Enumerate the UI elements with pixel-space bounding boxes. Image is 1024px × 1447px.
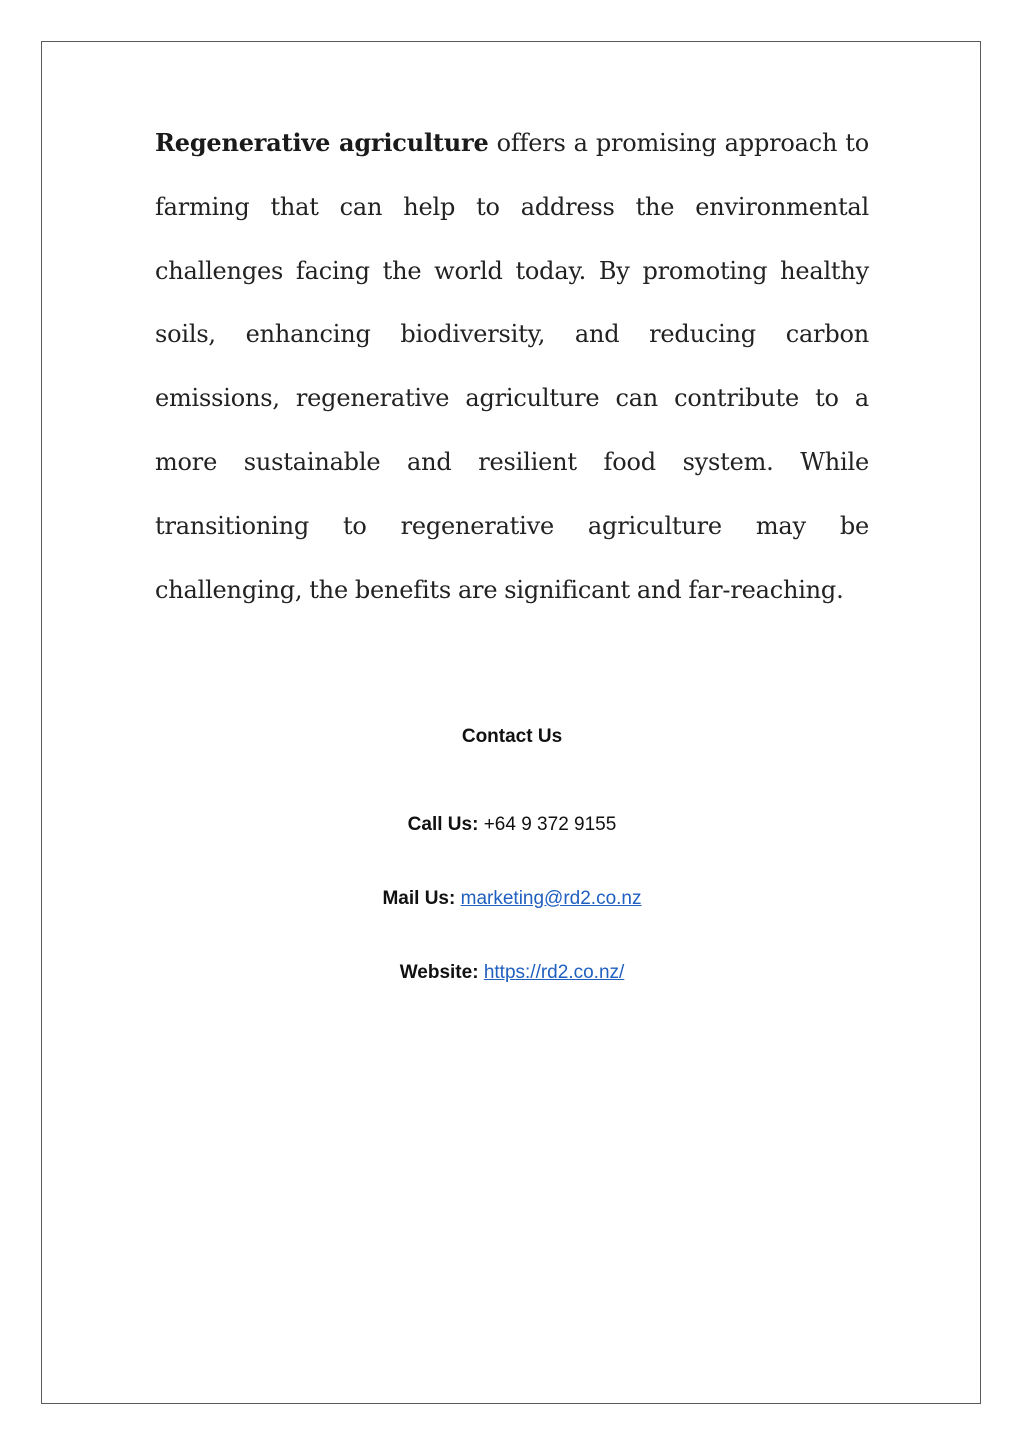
email-link[interactable]: marketing@rd2.co.nz — [460, 888, 642, 909]
mail-label: Mail Us: — [382, 888, 456, 909]
phone-row — [0, 814, 1024, 836]
website-label: Website: — [399, 962, 479, 983]
mail-row — [0, 888, 1024, 910]
lead-phrase: Regenerative agriculture — [155, 128, 489, 157]
body-paragraph — [155, 111, 869, 622]
phone-number: +64 9 372 9155 — [483, 814, 617, 835]
contact-heading: Contact Us — [461, 726, 563, 747]
body-text: offers a promising approach to farming that can help to address the environmental challenges facing the world today. By promoting healthy soils, enhancing biodiversity, and reducing carbon emissions, regenerative agriculture can contribute to a more sustainable and resilient food system. While transitioning to regenerative agriculture may be challenging, the benefits are significant and far-reaching. — [155, 129, 869, 604]
website-link[interactable]: https://rd2.co.nz/ — [483, 962, 625, 983]
website-row — [0, 962, 1024, 984]
phone-label: Call Us: — [407, 814, 479, 835]
